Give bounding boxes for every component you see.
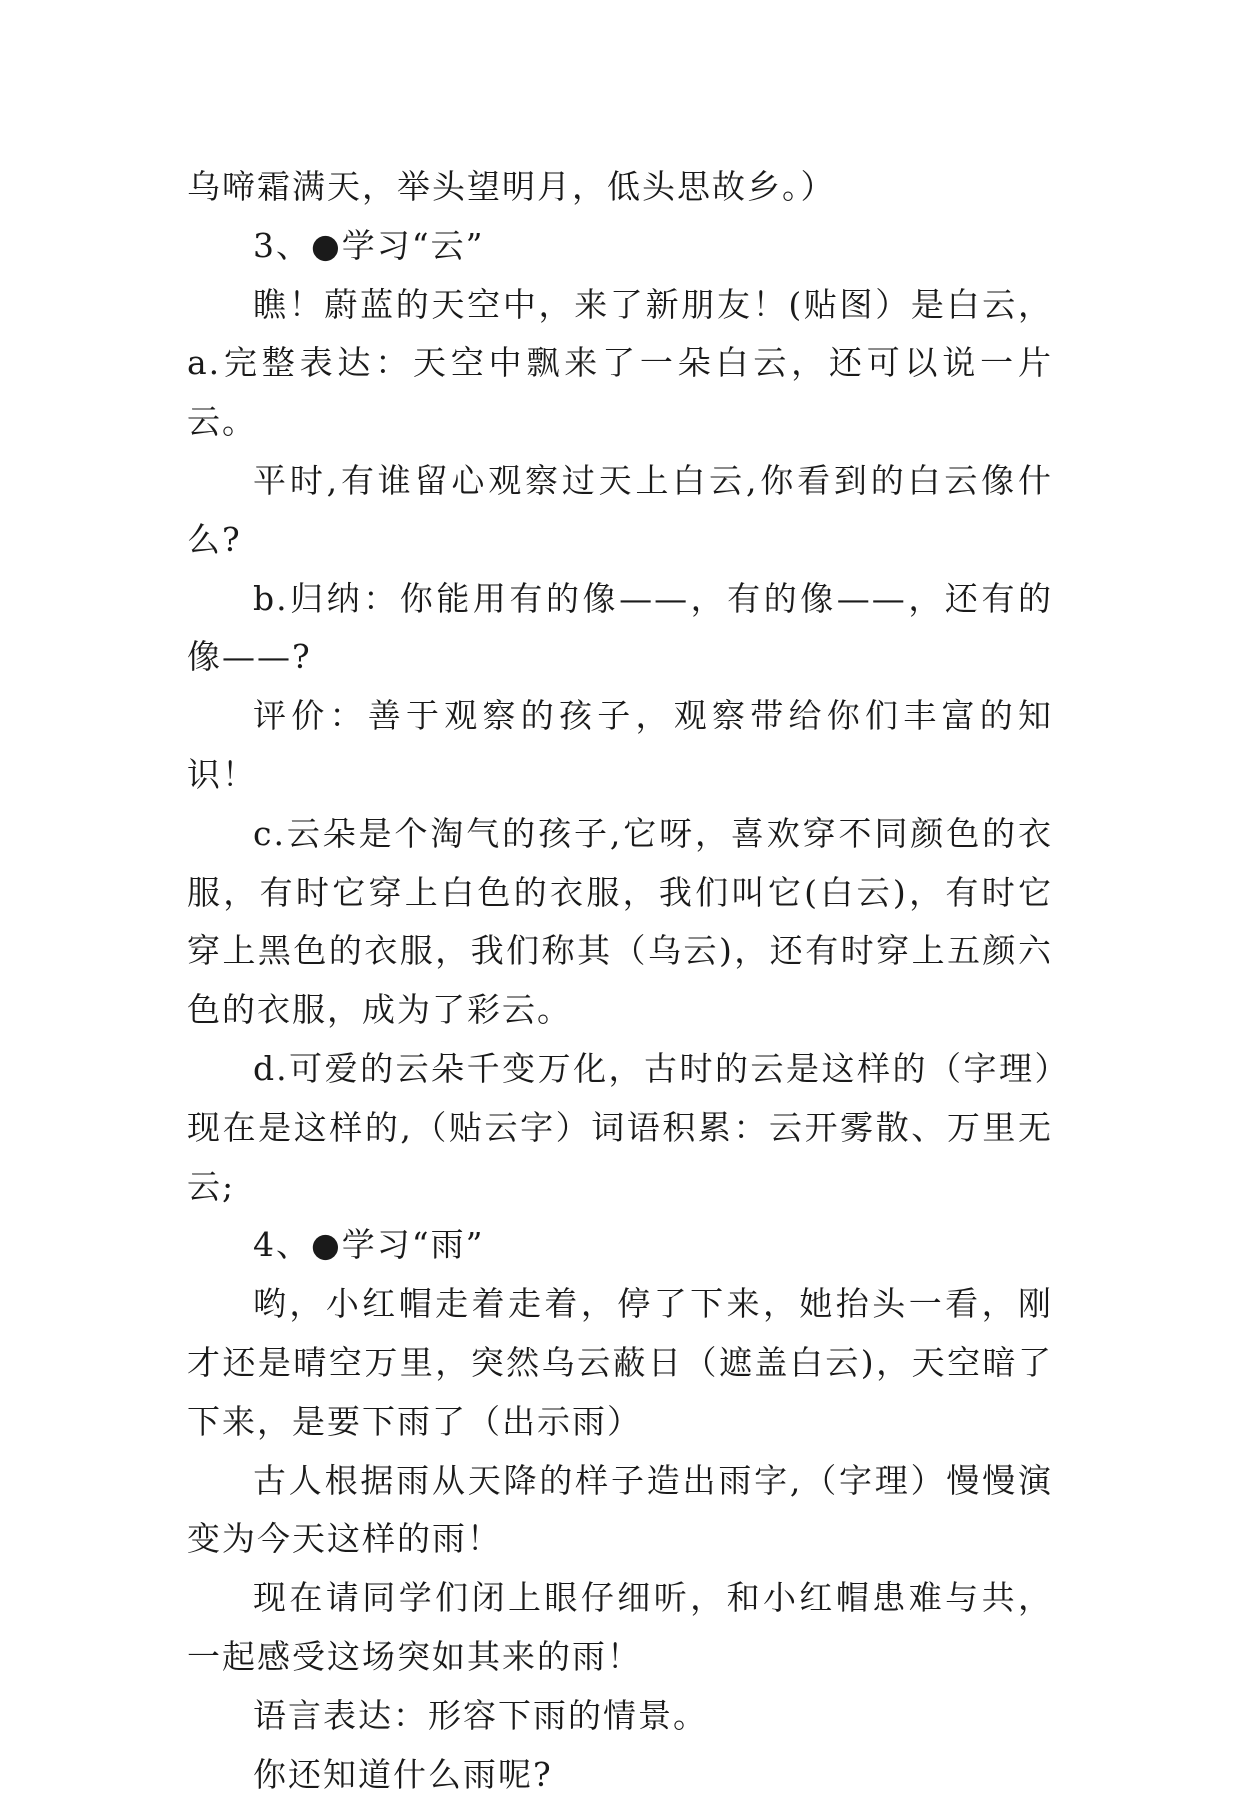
paragraph-question-rain: 你还知道什么雨呢? — [253, 1754, 553, 1794]
paragraph-observe-clouds: 平时,有谁留心观察过天上白云,你看到的白云像什么? — [187, 460, 1053, 559]
paragraph-cloud-character: d.可爱的云朵千变万化，古时的云是这样的（字理）现在是这样的,（贴云字）词语积累：云开雾散、万里无云; — [187, 1048, 1053, 1206]
paragraph-listen-rain: 现在请同学们闭上眼仔细听，和小红帽患难与共，一起感受这场突如其来的雨！ — [187, 1578, 1053, 1676]
paragraph-poem-ending: 乌啼霜满天，举头望明月，低头思故乡。） — [187, 167, 836, 206]
paragraph-summarize: b.归纳：你能用有的像——，有的像——，还有的像——? — [187, 578, 1053, 677]
paragraph-language-expression: 语言表达：形容下雨的情景。 — [253, 1695, 708, 1735]
paragraph-rain-character: 古人根据雨从天降的样子造出雨字,（字理）慢慢演变为今天这样的雨！ — [187, 1460, 1053, 1559]
paragraph-red-riding-hood: 哟，小红帽走着走着，停了下来，她抬头一看，刚才还是晴空万里，突然乌云蔽日（遮盖白云)，天空暗了下来，是要下雨了（出示雨） — [187, 1284, 1053, 1441]
heading-learn-cloud: 3、●学习“云” — [253, 225, 485, 265]
paragraph-evaluation: 评价：善于观察的孩子，观察带给你们丰富的知识！ — [187, 696, 1053, 794]
paragraph-new-friend: 瞧！蔚蓝的天空中，来了新朋友！(贴图）是白云，a.完整表达：天空中飘来了一朵白云，还可以说一片云。 — [187, 284, 1053, 442]
heading-learn-rain: 4、●学习“雨” — [253, 1225, 485, 1265]
paragraph-cloud-colors: c.云朵是个淘气的孩子,它呀，喜欢穿不同颜色的衣服，有时它穿上白色的衣服，我们叫它(白云)，有时它穿上黑色的衣服，我们称其（乌云)，还有时穿上五颜六色的衣服，成为了彩云。 — [187, 813, 1053, 1030]
document-body — [187, 158, 1053, 1804]
